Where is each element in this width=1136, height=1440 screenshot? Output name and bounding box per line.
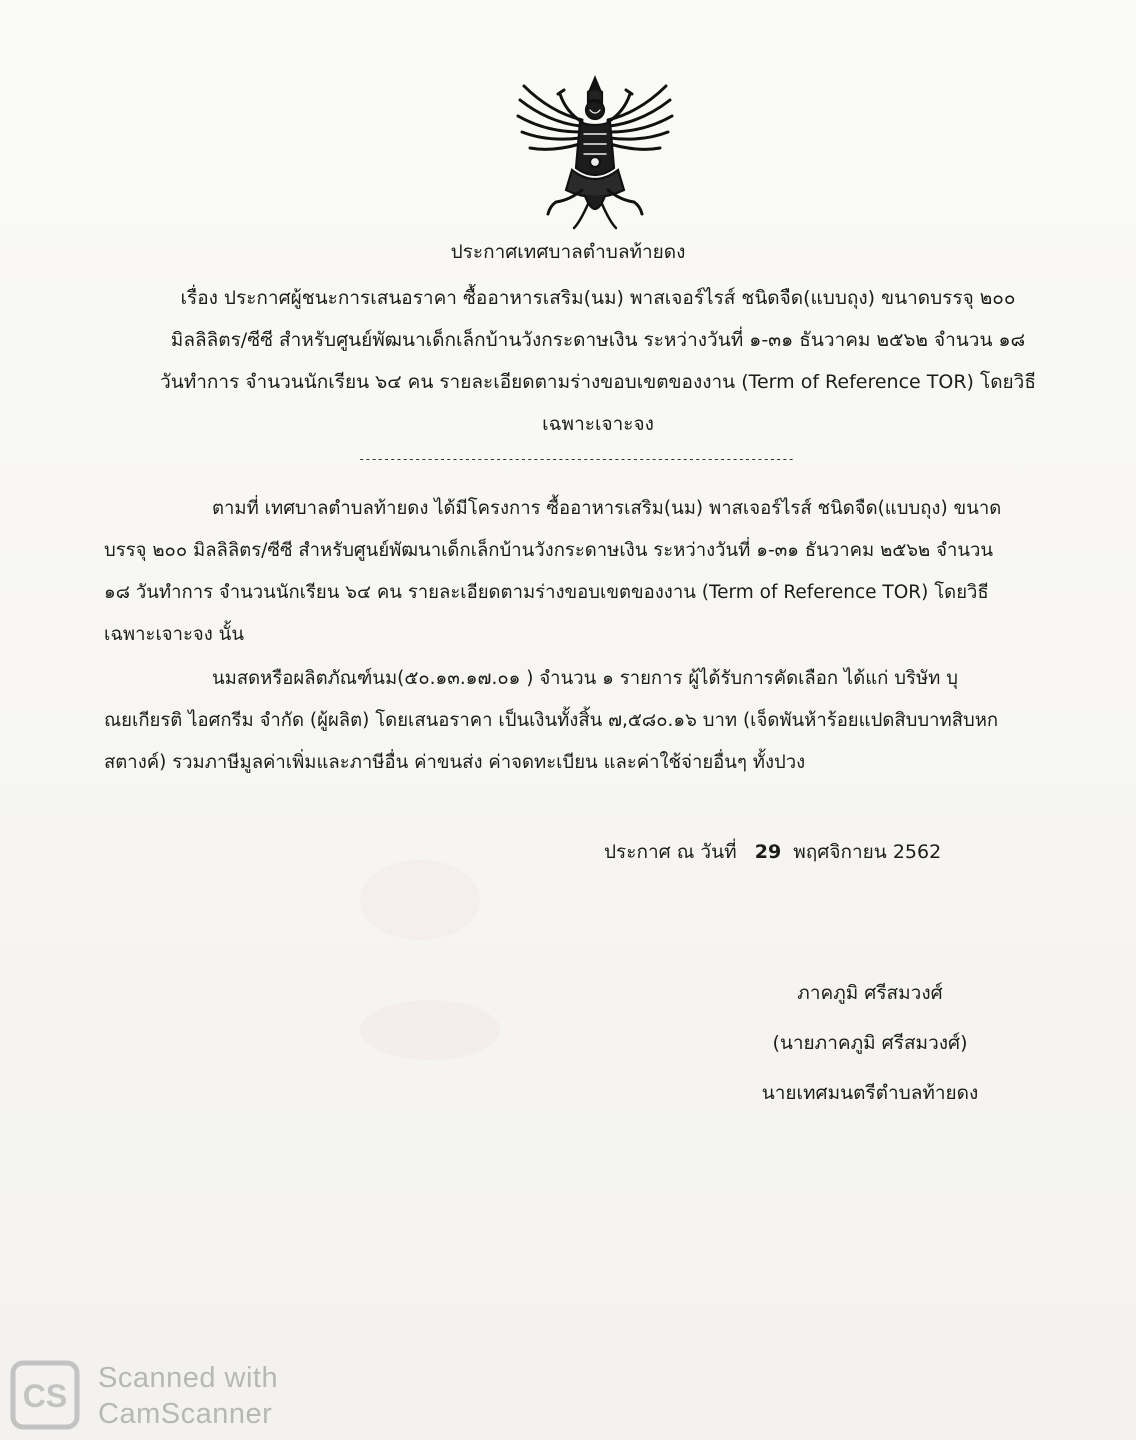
subject-line: วันทำการ จำนวนนักเรียน ๖๔ คน รายละเอียดตามร่างขอบเขตของงาน (Term of Reference TOR) โดยวิธี <box>160 371 1036 393</box>
paragraph-line: นมสดหรือผลิตภัณฑ์นม(๕๐.๑๓.๑๗.๐๑ ) จำนวน ๑ รายการ ผู้ได้รับการคัดเลือก ได้แก่ บริษัท บุ <box>212 668 958 689</box>
logo-text: CS <box>22 1378 68 1414</box>
date-prefix: ประกาศ ณ วันที่ <box>604 841 737 863</box>
signature-block <box>700 968 1040 1118</box>
divider-line: ---------------------------------------------------------------------- <box>358 452 794 466</box>
subject-line: มิลลิลิตร/ซีซี สำหรับศูนย์พัฒนาเด็กเล็กบ้านวังกระดาษเงิน ระหว่างวันที่ ๑-๓๑ ธันวาคม ๒๕๖๒ จำนวน ๑๘ <box>170 329 1026 351</box>
body-paragraph-2 <box>104 658 1094 784</box>
signer-name: (นายภาคภูมิ ศรีสมวงศ์) <box>772 1032 968 1054</box>
date-day: 29 <box>754 841 782 863</box>
paragraph-line: ตามที่ เทศบาลตำบลท้ายดง ได้มีโครงการ ซื้ออาหารเสริม(นม) พาสเจอร์ไรส์ ชนิดจืด(แบบถุง) ขนาด <box>212 498 1002 519</box>
subject-line: เรื่อง ประกาศผู้ชนะการเสนอราคา ซื้ออาหารเสริม(นม) พาสเจอร์ไรส์ ชนิดจืด(แบบถุง) ขนาดบรรจุ ๒๐๐ <box>180 287 1016 309</box>
body-paragraph-1 <box>104 488 1094 656</box>
paper-smudge <box>360 860 480 940</box>
watermark-line: Scanned with <box>98 1362 279 1394</box>
paper-smudge <box>360 1000 500 1060</box>
date-month-year: พฤศจิกายน 2562 <box>793 841 942 863</box>
camscanner-logo-icon <box>10 1360 80 1430</box>
paragraph-line: ณยเกียรติ ไอศกรีม จำกัด (ผู้ผลิต) โดยเสนอราคา เป็นเงินทั้งสิ้น ๗,๕๘๐.๑๖ บาท (เจ็ดพันห้าร้อยแปดสิบบาทสิบหก <box>104 710 999 731</box>
paragraph-line: บรรจุ ๒๐๐ มิลลิลิตร/ซีซี สำหรับศูนย์พัฒนาเด็กเล็กบ้านวังกระดาษเงิน ระหว่างวันที่ ๑-๓๑ ธันวาคม ๒๕๖๒ จำนวน <box>104 540 994 561</box>
announcement-date <box>604 832 941 872</box>
paragraph-line: ๑๘ วันทำการ จำนวนนักเรียน ๖๔ คน รายละเอียดตามร่างขอบเขตของงาน (Term of Reference TOR) โดยวิธี <box>104 582 989 603</box>
garuda-emblem-icon <box>510 72 680 232</box>
paragraph-line: เฉพาะเจาะจง นั้น <box>104 624 244 645</box>
signature: ภาคภูมิ ศรีสมวงศ์ <box>797 982 943 1004</box>
announcement-title: ประกาศเทศบาลตำบลท้ายดง <box>450 241 686 263</box>
paragraph-line: สตางค์) รวมภาษีมูลค่าเพิ่มและภาษีอื่น ค่าขนส่ง ค่าจดทะเบียน และค่าใช้จ่ายอื่นๆ ทั้งปวง <box>104 752 806 773</box>
watermark-line: CamScanner <box>98 1398 273 1430</box>
camscanner-watermark <box>98 1360 278 1432</box>
subject-line: เฉพาะเจาะจง <box>542 413 654 435</box>
signer-position: นายเทศมนตรีตำบลท้ายดง <box>761 1082 979 1104</box>
announcement-subject <box>118 277 1078 445</box>
